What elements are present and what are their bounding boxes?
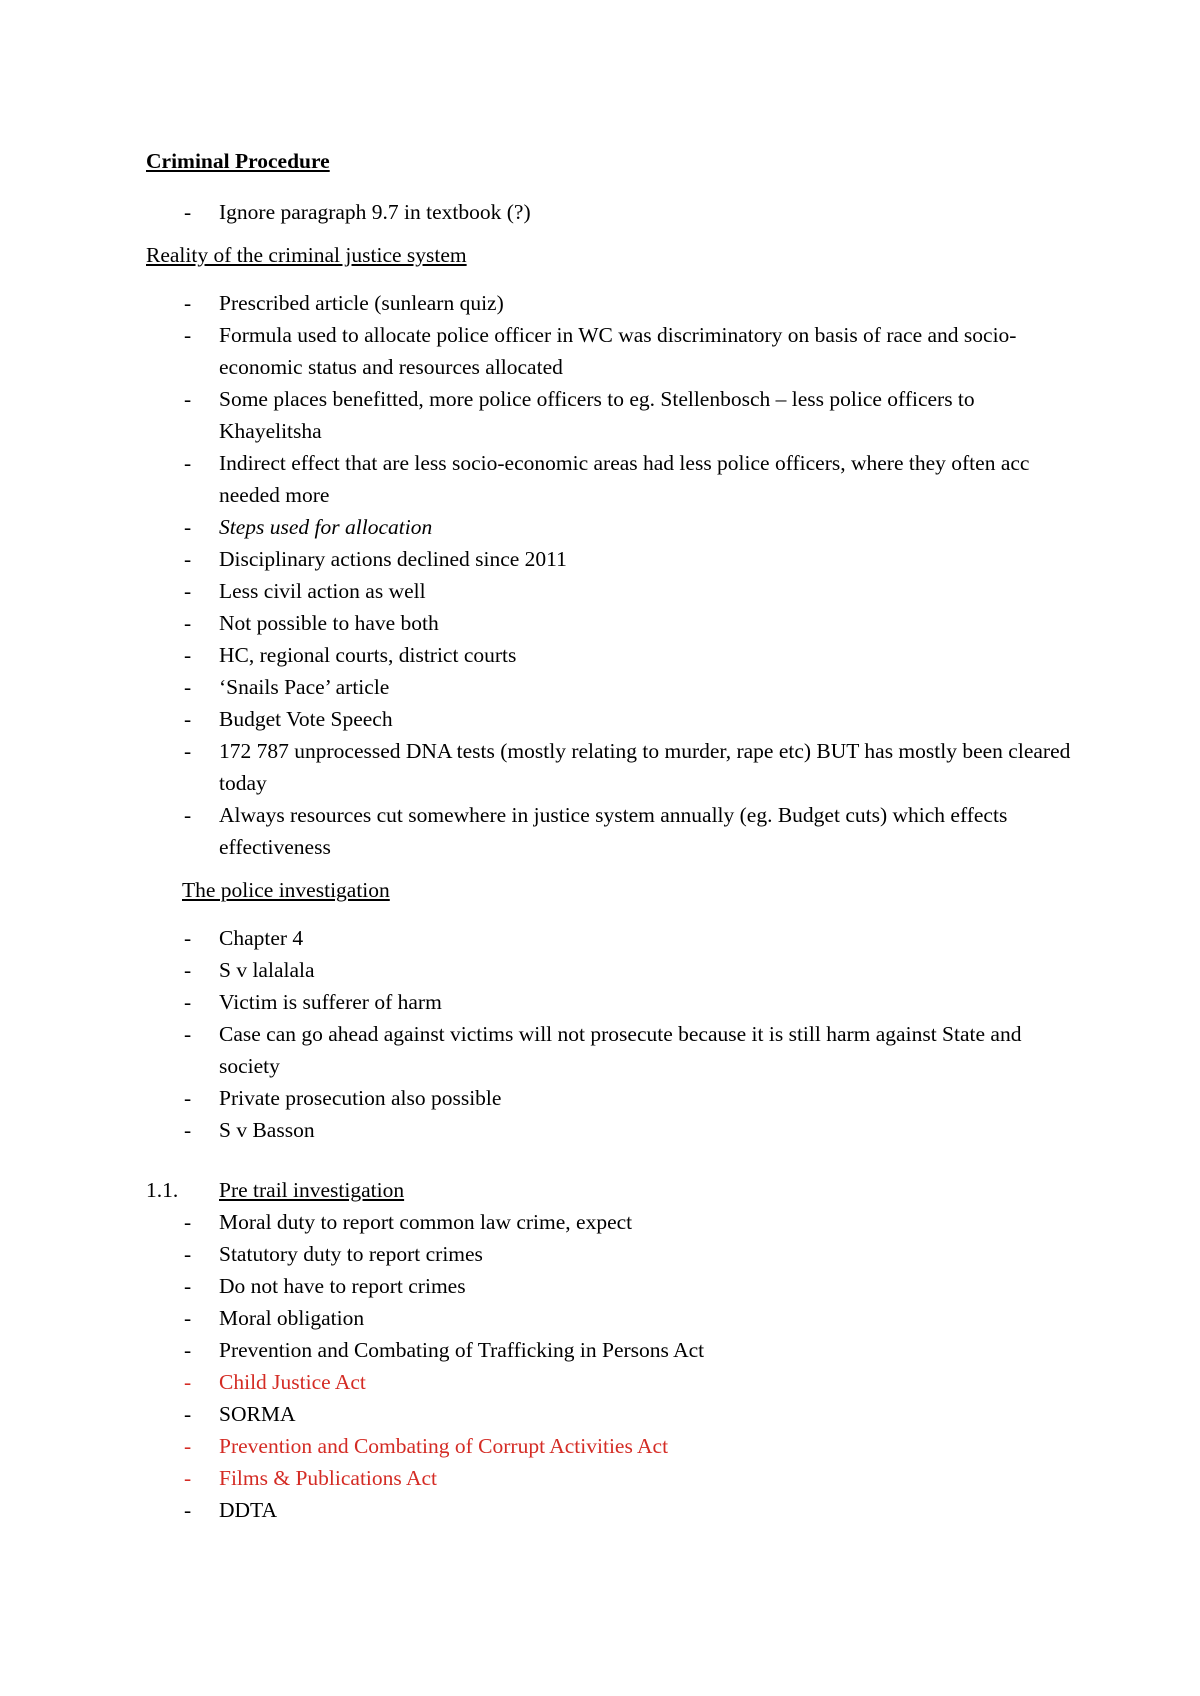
- list-item: - S v lalalala: [184, 958, 315, 982]
- list-item-highlighted: - Films & Publications Act: [184, 1466, 438, 1490]
- list-item: - Do not have to report crimes: [184, 1274, 466, 1298]
- section-heading-reality: Reality of the criminal justice system: [146, 243, 467, 267]
- list-item: - Some places benefitted, more police officers to eg. Stellenbosch – less police officers to Khayelitsha: [184, 387, 975, 443]
- list-item: - Private prosecution also possible: [184, 1086, 502, 1110]
- list-item: - Moral obligation: [184, 1306, 365, 1330]
- list-item: - Statutory duty to report crimes: [184, 1242, 483, 1266]
- section-number: 1.1.: [146, 1178, 179, 1202]
- pre-trial-list: [146, 1206, 1076, 1526]
- document-page: [146, 146, 1076, 1526]
- police-investigation-list: [146, 922, 1076, 1146]
- document-title: Criminal Procedure: [146, 149, 330, 173]
- list-item: - Always resources cut somewhere in justice system annually (eg. Budget cuts) which effects effectiveness: [184, 803, 1008, 859]
- list-item: - Prescribed article (sunlearn quiz): [184, 291, 504, 315]
- list-item: - SORMA: [184, 1402, 296, 1426]
- list-item: - Disciplinary actions declined since 2011: [184, 547, 567, 571]
- list-item: - Moral duty to report common law crime, expect: [184, 1210, 633, 1234]
- list-item: - 172 787 unprocessed DNA tests (mostly relating to murder, rape etc) BUT has mostly been cleared today: [184, 739, 1071, 795]
- list-item: - ‘Snails Pace’ article: [184, 675, 390, 699]
- list-item: - S v Basson: [184, 1118, 315, 1142]
- list-item: - DDTA: [184, 1498, 277, 1522]
- list-item: - Formula used to allocate police officer in WC was discriminatory on basis of race and socio-economic status and resources allocated: [184, 323, 1017, 379]
- list-item: - Budget Vote Speech: [184, 707, 393, 731]
- list-item: - Victim is sufferer of harm: [184, 990, 442, 1014]
- list-item: - Steps used for allocation: [184, 515, 433, 539]
- section-heading-police-investigation: The police investigation: [182, 878, 390, 902]
- list-item-highlighted: - Prevention and Combating of Corrupt Activities Act: [184, 1434, 669, 1458]
- intro-list: [146, 196, 1076, 228]
- section-heading-text: Pre trail investigation: [219, 1178, 405, 1202]
- section-heading-pre-trial: [146, 1174, 1076, 1206]
- list-item: - Chapter 4: [184, 926, 304, 950]
- list-item: - Less civil action as well: [184, 579, 426, 603]
- reality-list: [146, 287, 1076, 863]
- list-item: - Case can go ahead against victims will not prosecute because it is still harm against State and society: [184, 1022, 1022, 1078]
- list-item: - Indirect effect that are less socio-economic areas had less police officers, where they often acc needed more: [184, 451, 1030, 507]
- list-item-highlighted: - Child Justice Act: [184, 1370, 366, 1394]
- dash-bullet: -: [184, 200, 192, 224]
- list-item: - HC, regional courts, district courts: [184, 643, 517, 667]
- list-item: - Prevention and Combating of Trafficking in Persons Act: [184, 1338, 705, 1362]
- list-item: - Ignore paragraph 9.7 in textbook (?): [146, 196, 1076, 228]
- list-item: - Not possible to have both: [184, 611, 439, 635]
